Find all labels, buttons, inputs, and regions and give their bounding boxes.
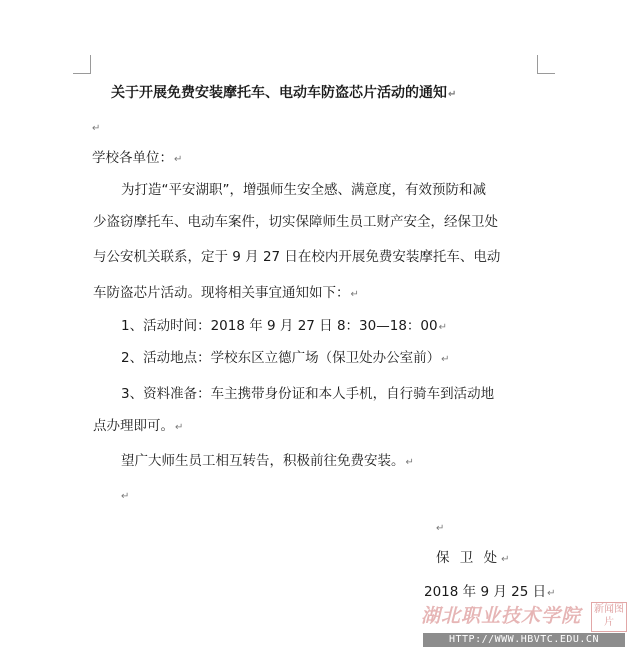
salutation: 学校各单位：↵ [92, 150, 183, 166]
paragraph-mark-icon: ↵ [436, 523, 445, 534]
paragraph-mark-icon: ↵ [438, 322, 447, 333]
crop-mark-top-right-v [537, 55, 538, 74]
crop-mark-top-left-v [90, 55, 91, 74]
paragraph-mark-icon: ↵ [547, 588, 556, 599]
paragraph-mark-icon: ↵ [441, 354, 450, 365]
signature: 保 卫 处↵ [436, 550, 513, 566]
body-line-1: 为打造“平安湖职”，增强师生安全感、满意度，有效预防和减 [121, 182, 486, 198]
closing-line: 望广大师生员工相互转告，积极前往免费安装。↵ [121, 453, 414, 469]
watermark-school-name: 湖北职业技术学院 [421, 605, 582, 627]
body-line-2: 少盗窃摩托车、电动车案件，切实保障师生员工财产安全，经保卫处 [93, 214, 498, 230]
body-line-4: 车防盗芯片活动。现将相关事宜通知如下：↵ [93, 285, 359, 301]
paragraph-mark-icon: ↵ [92, 123, 101, 134]
paragraph-mark-icon: ↵ [405, 457, 414, 468]
list-item-materials: 3、资料准备：车主携带身份证和本人手机，自行骑车到活动地 [121, 386, 495, 402]
empty-paragraph [436, 518, 444, 538]
paragraph-mark-icon: ↵ [501, 554, 513, 565]
list-item-time: 1、活动时间：2018 年 9 月 27 日 8：30—18：00↵ [121, 318, 447, 334]
list-item-place: 2、活动地点：学校东区立德广场（保卫处办公室前）↵ [121, 350, 450, 366]
crop-mark-top-left-h [73, 73, 91, 74]
body-line-3: 与公安机关联系，定于 9 月 27 日在校内开展免费安装摩托车、电动 [93, 249, 501, 265]
watermark-badge: 新闻图片 [591, 602, 627, 632]
paragraph-mark-icon: ↵ [448, 89, 457, 100]
watermark [421, 599, 629, 651]
empty-paragraph [92, 118, 100, 138]
document-date: 2018 年 9 月 25 日↵ [424, 584, 556, 600]
crop-mark-top-right-h [537, 73, 555, 74]
paragraph-mark-icon: ↵ [175, 422, 184, 433]
document-title: 关于开展免费安装摩托车、电动车防盗芯片活动的通知↵ [111, 85, 457, 101]
empty-paragraph [121, 486, 129, 506]
paragraph-mark-icon: ↵ [350, 289, 359, 300]
watermark-url: HTTP://WWW.HBVTC.EDU.CN [423, 633, 625, 647]
paragraph-mark-icon: ↵ [174, 154, 183, 165]
list-item-materials-cont: 点办理即可。↵ [93, 418, 184, 434]
paragraph-mark-icon: ↵ [121, 491, 130, 502]
